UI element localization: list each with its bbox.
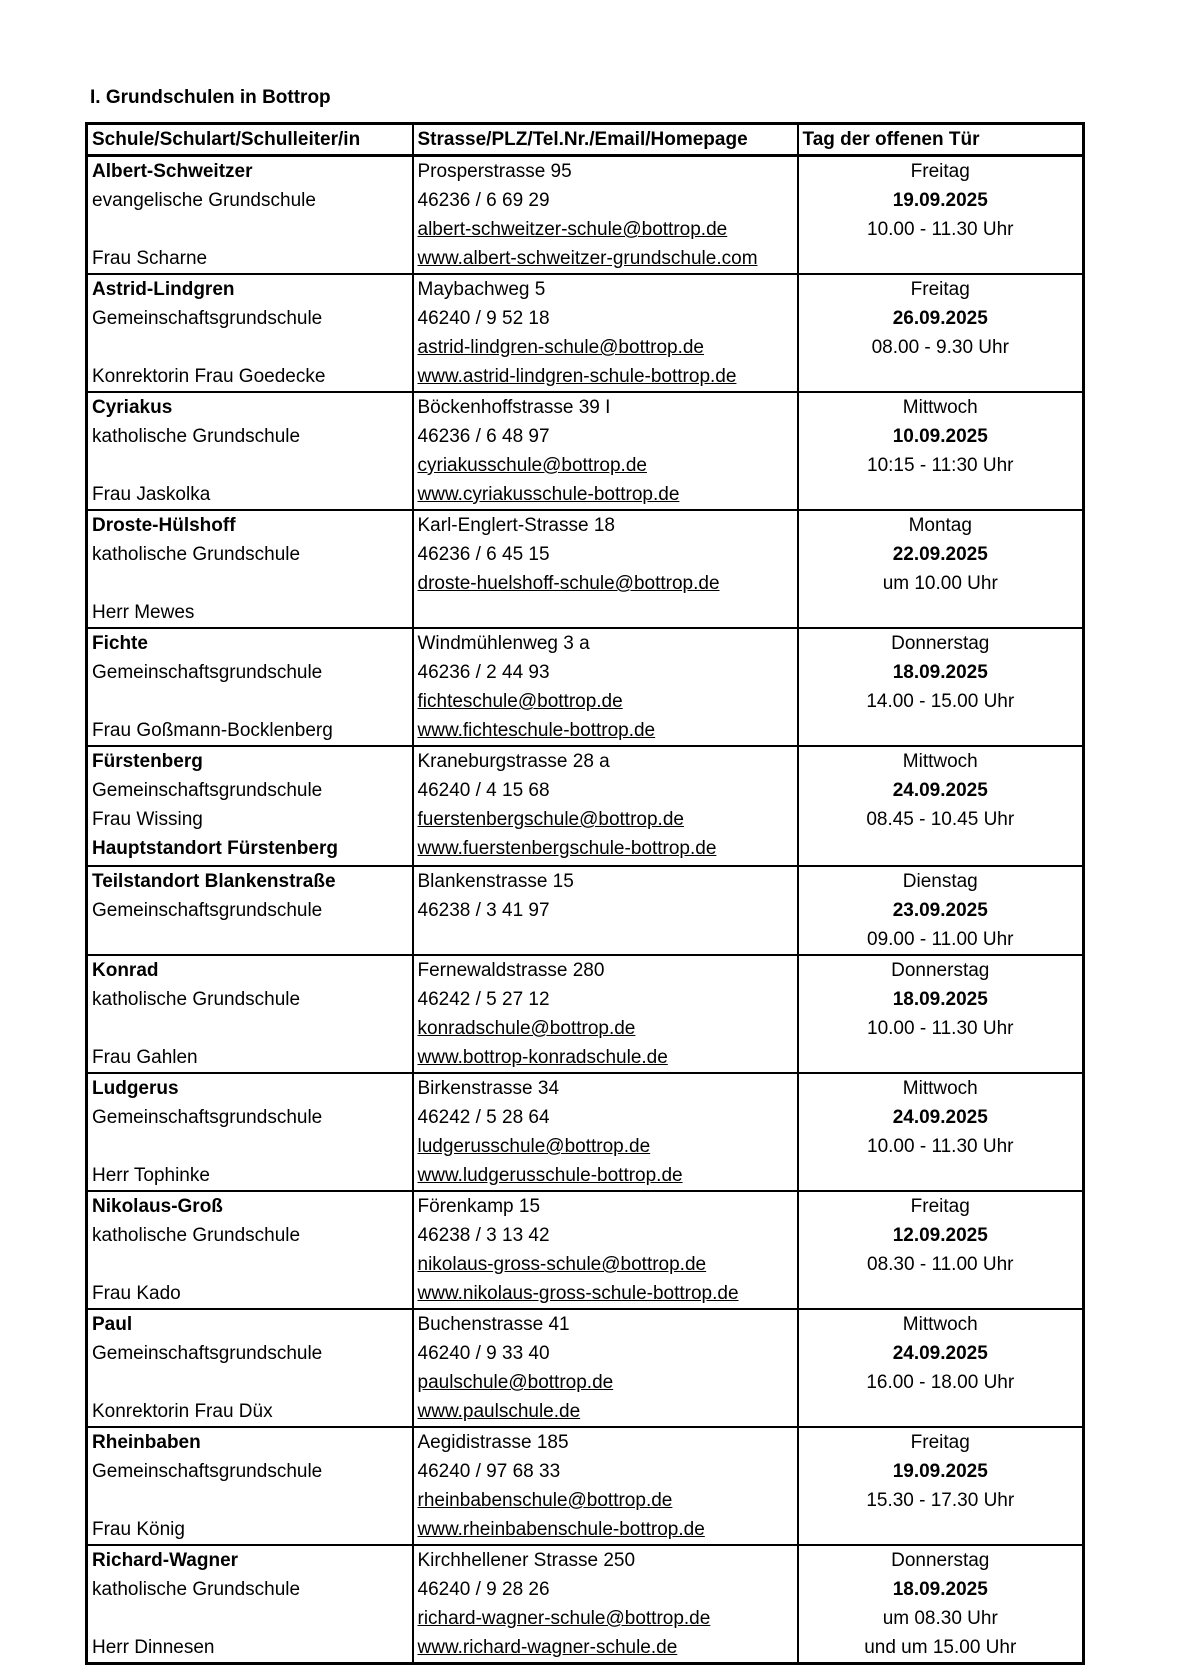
phone: 46238 / 3 13 42 <box>417 1225 550 1246</box>
contact-cell <box>413 156 798 275</box>
school-name: Rheinbaben <box>92 1432 201 1453</box>
contact-cell <box>413 510 798 628</box>
homepage-link[interactable]: www.fichteschule-bottrop.de <box>417 720 656 741</box>
open-day-cell <box>798 866 1084 955</box>
open-day-date: 23.09.2025 <box>892 900 988 921</box>
phone: 46240 / 9 52 18 <box>417 308 550 329</box>
open-day-time: um 10.00 Uhr <box>882 573 998 594</box>
contact-cell <box>413 1309 798 1427</box>
open-day-cell <box>798 628 1084 746</box>
school-head: Herr Mewes <box>92 602 195 623</box>
email-link[interactable]: paulschule@bottrop.de <box>417 1372 614 1393</box>
phone: 46236 / 2 44 93 <box>417 662 550 683</box>
homepage-link[interactable]: www.rheinbabenschule-bottrop.de <box>417 1519 705 1540</box>
school-head: Frau Scharne <box>92 248 208 269</box>
school-type: Gemeinschaftsgrundschule <box>92 1461 323 1482</box>
phone: 46240 / 97 68 33 <box>417 1461 561 1482</box>
school-type: katholische Grundschule <box>92 1225 301 1246</box>
homepage-link[interactable]: www.ludgerusschule-bottrop.de <box>417 1165 683 1186</box>
table-row <box>87 1545 1084 1664</box>
phone: 46240 / 9 28 26 <box>417 1579 550 1600</box>
school-name: Astrid-Lindgren <box>92 279 235 300</box>
schools-table <box>85 122 1085 1665</box>
open-day-date: 19.09.2025 <box>892 1461 988 1482</box>
school-head: Frau Gahlen <box>92 1047 198 1068</box>
open-day-cell <box>798 510 1084 628</box>
email-link[interactable]: astrid-lindgren-schule@bottrop.de <box>417 337 704 358</box>
school-head: Frau König <box>92 1519 185 1540</box>
contact-cell <box>413 1191 798 1309</box>
school-type: katholische Grundschule <box>92 544 301 565</box>
open-day-weekday: Dienstag <box>902 871 978 892</box>
open-day-cell <box>798 746 1084 866</box>
school-cell <box>87 1073 413 1191</box>
table-row <box>87 628 1084 746</box>
school-type: Gemeinschaftsgrundschule <box>92 662 323 683</box>
open-day-time: 08.30 - 11.00 Uhr <box>867 1254 1014 1275</box>
open-day-cell <box>798 1545 1084 1664</box>
school-head: Frau Kado <box>92 1283 181 1304</box>
school-name: Teilstandort Blankenstraße <box>92 871 336 892</box>
school-name: Nikolaus-Groß <box>92 1196 223 1217</box>
table-row <box>87 1073 1084 1191</box>
school-head: Frau Goßmann-Bocklenberg <box>92 720 333 741</box>
homepage-link[interactable]: www.fuerstenbergschule-bottrop.de <box>417 838 717 859</box>
open-day-weekday: Mittwoch <box>902 751 978 772</box>
school-type: katholische Grundschule <box>92 426 301 447</box>
street: Aegidistrasse 185 <box>417 1432 569 1453</box>
school-name: Albert-Schweitzer <box>92 161 253 182</box>
table-row <box>87 1191 1084 1309</box>
open-day-weekday: Montag <box>908 515 972 536</box>
table-row <box>87 510 1084 628</box>
open-day-cell <box>798 955 1084 1073</box>
open-day-weekday: Freitag <box>910 161 970 182</box>
open-day-date: 24.09.2025 <box>892 1343 988 1364</box>
open-day-time: 09.00 - 11.00 Uhr <box>867 929 1014 950</box>
email-link[interactable]: droste-huelshoff-schule@bottrop.de <box>417 573 720 594</box>
contact-cell <box>413 1073 798 1191</box>
phone: 46238 / 3 41 97 <box>417 900 550 921</box>
table-row <box>87 866 1084 955</box>
homepage-link[interactable]: www.richard-wagner-schule.de <box>417 1637 678 1658</box>
school-head: Konrektorin Frau Goedecke <box>92 366 326 387</box>
header-contact: Strasse/PLZ/Tel.Nr./Email/Homepage <box>413 124 798 156</box>
open-day-weekday: Mittwoch <box>902 1314 978 1335</box>
open-day-time: 14.00 - 15.00 Uhr <box>866 691 1015 712</box>
school-cell <box>87 1545 413 1664</box>
contact-cell <box>413 1427 798 1545</box>
open-day-time: um 08.30 Uhr <box>882 1608 998 1629</box>
school-cell <box>87 274 413 392</box>
school-type: Gemeinschaftsgrundschule <box>92 1343 323 1364</box>
school-name: Richard-Wagner <box>92 1550 239 1571</box>
school-cell <box>87 1427 413 1545</box>
phone: 46240 / 9 33 40 <box>417 1343 550 1364</box>
open-day-time: 16.00 - 18.00 Uhr <box>866 1372 1015 1393</box>
email-link[interactable]: richard-wagner-schule@bottrop.de <box>417 1608 711 1629</box>
open-day-date: 12.09.2025 <box>892 1225 988 1246</box>
open-day-weekday: Donnerstag <box>891 960 990 981</box>
open-day-date: 18.09.2025 <box>892 662 988 683</box>
contact-cell <box>413 1545 798 1664</box>
open-day-time: 10:15 - 11:30 Uhr <box>867 455 1014 476</box>
school-name: Konrad <box>92 960 159 981</box>
school-name: Droste-Hülshoff <box>92 515 236 536</box>
school-cell <box>87 156 413 275</box>
phone: 46236 / 6 45 15 <box>417 544 550 565</box>
street: Kraneburgstrasse 28 a <box>417 751 610 772</box>
open-day-date: 18.09.2025 <box>892 1579 988 1600</box>
school-type: evangelische Grundschule <box>92 190 316 211</box>
open-day-date: 22.09.2025 <box>892 544 988 565</box>
open-day-date: 24.09.2025 <box>892 1107 988 1128</box>
open-day-date: 26.09.2025 <box>892 308 988 329</box>
homepage-link[interactable] <box>414 598 797 627</box>
table-row <box>87 955 1084 1073</box>
open-day-weekday: Donnerstag <box>891 633 990 654</box>
school-name: Paul <box>92 1314 133 1335</box>
open-day-time: 10.00 - 11.30 Uhr <box>867 1018 1014 1039</box>
school-name: Ludgerus <box>92 1078 179 1099</box>
street: Karl-Englert-Strasse 18 <box>417 515 615 536</box>
email-link[interactable]: konradschule@bottrop.de <box>417 1018 636 1039</box>
school-head: Herr Tophinke <box>92 1165 210 1186</box>
street: Windmühlenweg 3 a <box>417 633 590 654</box>
table-row <box>87 156 1084 275</box>
contact-cell <box>413 746 798 866</box>
school-head: Frau Jaskolka <box>92 484 211 505</box>
open-day-weekday: Donnerstag <box>891 1550 990 1571</box>
open-day-cell <box>798 1309 1084 1427</box>
open-day-cell <box>798 156 1084 275</box>
open-day-weekday: Mittwoch <box>902 397 978 418</box>
contact-cell <box>413 274 798 392</box>
school-type: katholische Grundschule <box>92 989 301 1010</box>
school-type: Gemeinschaftsgrundschule <box>92 1107 323 1128</box>
phone: 46242 / 5 27 12 <box>417 989 550 1010</box>
email-link[interactable]: albert-schweitzer-schule@bottrop.de <box>417 219 728 240</box>
contact-cell <box>413 866 798 955</box>
street: Prosperstrasse 95 <box>417 161 572 182</box>
street: Blankenstrasse 15 <box>417 871 574 892</box>
street: Böckenhoffstrasse 39 I <box>417 397 611 418</box>
phone: 46240 / 4 15 68 <box>417 780 550 801</box>
phone: 46236 / 6 48 97 <box>417 426 550 447</box>
table-header-row <box>87 124 1084 156</box>
email-link[interactable]: nikolaus-gross-schule@bottrop.de <box>417 1254 707 1275</box>
street: Buchenstrasse 41 <box>417 1314 570 1335</box>
homepage-link[interactable]: www.albert-schweitzer-grundschule.com <box>417 248 758 269</box>
open-day-weekday: Mittwoch <box>902 1078 978 1099</box>
school-head: Herr Dinnesen <box>92 1637 215 1658</box>
school-type: Gemeinschaftsgrundschule <box>92 780 323 801</box>
open-day-weekday: Freitag <box>910 1196 970 1217</box>
homepage-link[interactable]: www.nikolaus-gross-schule-bottrop.de <box>417 1283 739 1304</box>
school-cell <box>87 746 413 866</box>
homepage-link[interactable]: www.astrid-lindgren-schule-bottrop.de <box>417 366 737 387</box>
phone: 46236 / 6 69 29 <box>417 190 550 211</box>
school-site: Hauptstandort Fürstenberg <box>92 838 338 859</box>
street: Kirchhellener Strasse 250 <box>417 1550 636 1571</box>
contact-cell <box>413 392 798 510</box>
open-day-cell <box>798 1427 1084 1545</box>
email-link[interactable]: rheinbabenschule@bottrop.de <box>417 1490 673 1511</box>
school-type: Gemeinschaftsgrundschule <box>92 308 323 329</box>
school-cell <box>87 628 413 746</box>
homepage-link[interactable]: www.paulschule.de <box>417 1401 581 1422</box>
email-link[interactable]: cyriakusschule@bottrop.de <box>417 455 647 476</box>
open-day-time-2: und um 15.00 Uhr <box>864 1637 1017 1658</box>
table-row <box>87 1309 1084 1427</box>
school-cell <box>87 1309 413 1427</box>
open-day-weekday: Freitag <box>910 279 970 300</box>
school-head: Konrektorin Frau Düx <box>92 1401 273 1422</box>
open-day-weekday: Freitag <box>910 1432 970 1453</box>
street: Maybachweg 5 <box>417 279 546 300</box>
school-name: Cyriakus <box>92 397 173 418</box>
open-day-date: 10.09.2025 <box>892 426 988 447</box>
school-head: Frau Wissing <box>92 809 203 830</box>
school-cell <box>87 1191 413 1309</box>
email-link[interactable]: fichteschule@bottrop.de <box>417 691 623 712</box>
email-link[interactable]: ludgerusschule@bottrop.de <box>417 1136 651 1157</box>
header-open-day: Tag der offenen Tür <box>798 124 1084 156</box>
header-school: Schule/Schulart/Schulleiter/in <box>87 124 413 156</box>
page-title: I. Grundschulen in Bottrop <box>90 87 331 108</box>
open-day-date: 24.09.2025 <box>892 780 988 801</box>
open-day-cell <box>798 1073 1084 1191</box>
school-cell <box>87 510 413 628</box>
school-cell <box>87 392 413 510</box>
table-row <box>87 274 1084 392</box>
open-day-time: 15.30 - 17.30 Uhr <box>866 1490 1015 1511</box>
contact-cell <box>413 955 798 1073</box>
school-name: Fichte <box>92 633 148 654</box>
table-row <box>87 392 1084 510</box>
open-day-cell <box>798 1191 1084 1309</box>
phone: 46242 / 5 28 64 <box>417 1107 550 1128</box>
homepage-link[interactable]: www.bottrop-konradschule.de <box>417 1047 668 1068</box>
school-cell <box>87 955 413 1073</box>
contact-cell <box>413 628 798 746</box>
school-name: Fürstenberg <box>92 751 203 772</box>
open-day-date: 19.09.2025 <box>892 190 988 211</box>
open-day-cell <box>798 274 1084 392</box>
email-link[interactable]: fuerstenbergschule@bottrop.de <box>417 809 684 830</box>
street: Birkenstrasse 34 <box>417 1078 560 1099</box>
school-cell <box>87 866 413 955</box>
school-type: katholische Grundschule <box>92 1579 301 1600</box>
table-row <box>87 746 1084 866</box>
open-day-time: 08.45 - 10.45 Uhr <box>866 809 1015 830</box>
open-day-time: 10.00 - 11.30 Uhr <box>867 219 1014 240</box>
street: Förenkamp 15 <box>417 1196 541 1217</box>
open-day-cell <box>798 392 1084 510</box>
open-day-date: 18.09.2025 <box>892 989 988 1010</box>
open-day-time: 10.00 - 11.30 Uhr <box>867 1136 1014 1157</box>
street: Fernewaldstrasse 280 <box>417 960 605 981</box>
open-day-time: 08.00 - 9.30 Uhr <box>871 337 1009 358</box>
homepage-link[interactable]: www.cyriakusschule-bottrop.de <box>417 484 680 505</box>
table-row <box>87 1427 1084 1545</box>
school-type: Gemeinschaftsgrundschule <box>92 900 323 921</box>
